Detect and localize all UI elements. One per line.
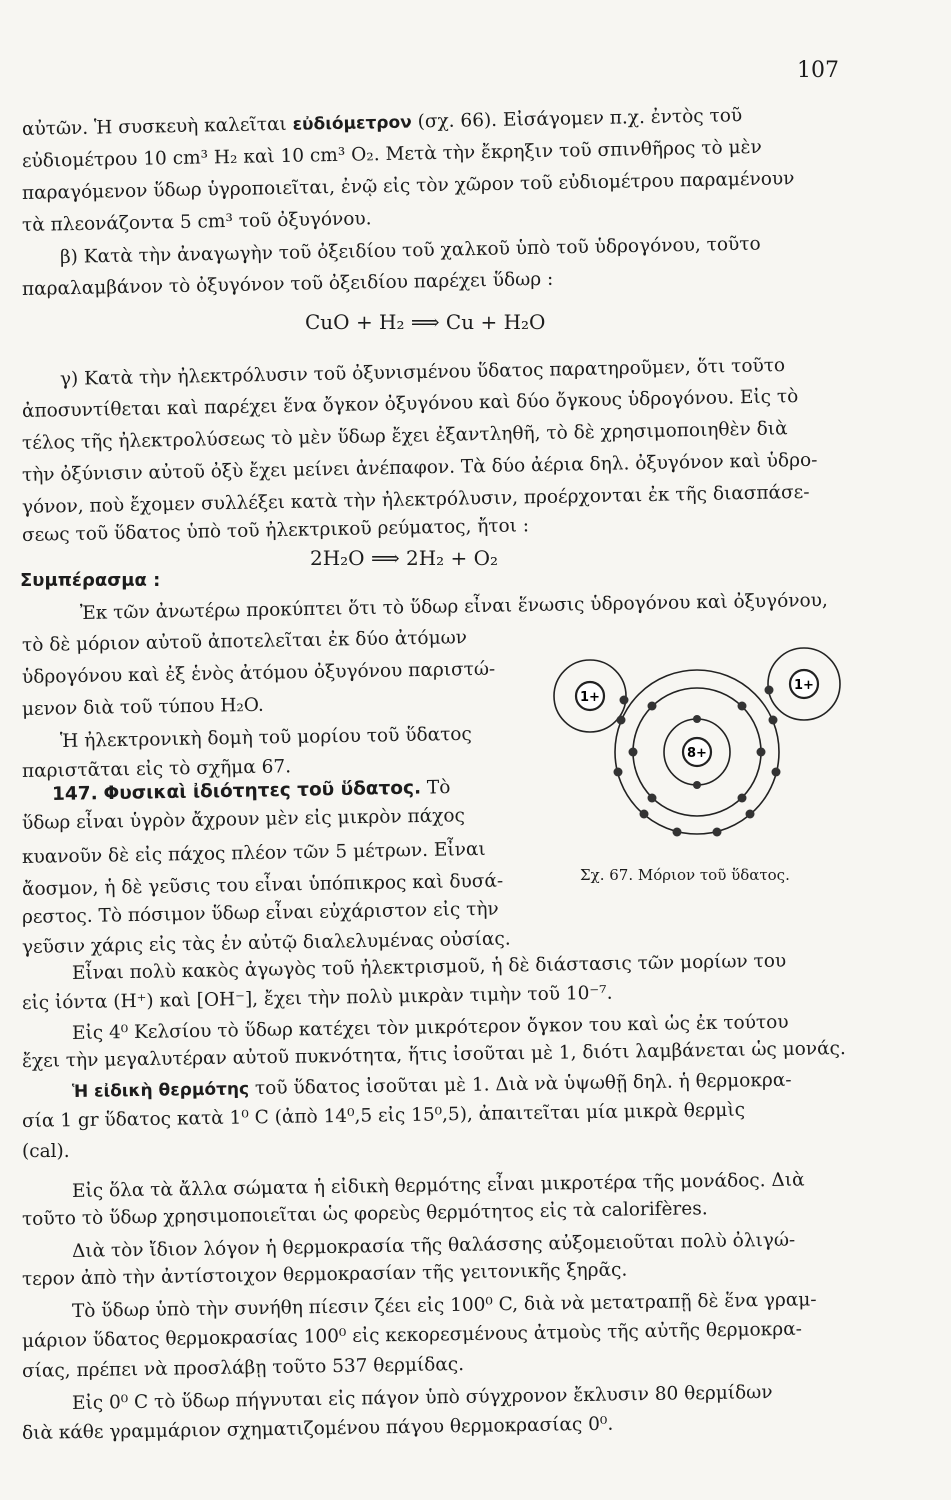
electron	[614, 768, 623, 777]
electron	[757, 748, 766, 757]
water-molecule-figure	[552, 638, 852, 858]
text-line: τερον ἀπὸ τὴν ἀντίστοιχον θερμοκρασίαν τῆς γειτονικῆς ξηρᾶς.	[21, 1259, 628, 1290]
text-line: αὐτῶν. Ἡ συσκευὴ καλεῖται εὐδιόμετρον (σχ. 66). Εἰσάγομεν π.χ. ἐντὸς τοῦ	[21, 105, 743, 140]
electron	[772, 768, 781, 777]
text-line: σίας, πρέπει νὰ προσλάβῃ τοῦτο 537 θερμίδας.	[21, 1354, 465, 1382]
oxygen-atom	[614, 670, 781, 837]
text-line: διὰ κάθε γραμμάριον σχηματιζομένου πάγου θερμοκρασίας 0⁰.	[21, 1413, 614, 1444]
text-line: Ἡ εἰδικὴ θερμότης τοῦ ὕδατος ἰσοῦται μὲ 1. Διὰ νὰ ὑψωθῇ δηλ. ἡ θερμοκρα-	[71, 1069, 792, 1102]
electron	[640, 810, 649, 819]
text-line: γόνον, ποὺ ἔχομεν συλλέξει κατὰ τὴν ἠλεκτρόλυσιν, προέρχονται ἐκ τῆς διασπάσε-	[21, 481, 810, 518]
electron	[693, 781, 701, 789]
equation-electrolysis: 2H₂O ⟹ 2H₂ + O₂	[310, 546, 499, 570]
electron	[713, 828, 722, 837]
text-line: εἰς ἰόντα (H⁺) καὶ [OH⁻], ἔχει τὴν πολὺ μικρὰν τιμὴν τοῦ 10⁻⁷.	[21, 982, 613, 1014]
term-specific-heat: Ἡ εἰδικὴ θερμότης	[71, 1079, 250, 1102]
page-number: 107	[797, 58, 839, 83]
text-line: μάριον ὕδατος θερμοκρασίας 100⁰ εἰς κεκορεσμένους ἀτμοὺς τῆς αὐτῆς θερμοκρα-	[21, 1318, 803, 1352]
text-line: β) Κατὰ τὴν ἀναγωγὴν τοῦ ὀξειδίου τοῦ χαλκοῦ ὑπὸ τοῦ ὑδρογόνου, τοῦτο	[59, 233, 761, 268]
text-line: ἔχει τὴν μεγαλυτέραν αὐτοῦ πυκνότητα, ἥτις ἰσοῦται μὲ 1, διότι λαμβάνεται ὡς μονάς.	[21, 1038, 846, 1072]
electron	[746, 810, 755, 819]
equation-reduction: CuO + H₂ ⟹ Cu + H₂O	[305, 310, 546, 334]
arrow-icon: ⟹	[410, 310, 440, 334]
text-line: γ) Κατὰ τὴν ἠλεκτρόλυσιν τοῦ ὀξυνισμένου ὕδατος παρατηροῦμεν, ὅτι τοῦτο	[59, 355, 786, 390]
text-line: Εἰς 4⁰ Κελσίου τὸ ὕδωρ κατέχει τὸν μικρότερον ὄγκον του καὶ ὡς ἐκ τούτου	[71, 1011, 789, 1044]
section-number: 147.	[51, 783, 98, 805]
electron	[673, 828, 682, 837]
text-line: εὐδιομέτρου 10 cm³ H₂ καὶ 10 cm³ O₂. Μετὰ τὴν ἔκρηξιν τοῦ σπινθῆρος τὸ μὲν	[21, 136, 762, 172]
text-line: τέλος τῆς ἠλεκτρολύσεως τὸ μὲν ὕδωρ ἔχει ἐξαντληθῆ, τὸ δὲ χρησιμοποιηθὲν διὰ	[21, 418, 788, 454]
text-line: Διὰ τὸν ἴδιον λόγον ἡ θερμοκρασία τῆς θαλάσσης αὐξομειοῦται πολὺ ὀλιγώ-	[71, 1229, 796, 1262]
term-eudiometer: εὐδιόμετρον	[292, 112, 412, 135]
electron	[738, 702, 747, 711]
text-line: ὑδρογόνου καὶ ἐξ ἑνὸς ἀτόμου ὀξυγόνου παριστώ-	[21, 658, 496, 688]
text-line: ἀποσυντίθεται καὶ παρέχει ἕνα ὄγκον ὀξυγόνου καὶ δύο ὄγκους ὑδρογόνου. Εἰς τὸ	[21, 386, 799, 422]
text-line: γεῦσιν χάρις εἰς τὰς ἐν αὐτῷ διαλελυμένας οὐσίας.	[21, 928, 511, 958]
figure-caption: Σχ. 67. Μόριον τοῦ ὕδατος.	[580, 866, 790, 884]
electron	[769, 716, 778, 725]
text-line: παριστᾶται εἰς τὸ σχῆμα 67.	[21, 756, 292, 782]
electron	[620, 696, 629, 705]
section-heading: 147. Φυσικαὶ ἰδιότητες τοῦ ὕδατος. Τὸ	[51, 777, 451, 805]
electron	[648, 702, 657, 711]
text-line: (cal).	[22, 1141, 70, 1162]
text-line: παραλαμβάνον τὸ ὀξυγόνον τοῦ ὀξειδίου παρέχει ὕδωρ :	[21, 268, 554, 300]
text-line: τὰ πλεονάζοντα 5 cm³ τοῦ ὀξυγόνου.	[21, 208, 372, 236]
text-line: σεως τοῦ ὕδατος ὑπὸ τοῦ ἠλεκτρικοῦ ρεύματος, ἤτοι :	[21, 515, 530, 546]
electron	[765, 686, 774, 695]
text-line: τὸ δὲ μόριον αὐτοῦ ἀποτελεῖται ἐκ δύο ἀτόμων	[21, 627, 468, 656]
hydrogen-label: 1+	[794, 678, 814, 693]
text-line: ἄοσμον, ἡ δὲ γεῦσις του εἶναι ὑπόπικρος καὶ δυσά-	[21, 870, 504, 900]
arrow-icon: ⟹	[370, 546, 400, 570]
text-line: Εἰς 0⁰ C τὸ ὕδωρ πήγνυται εἰς πάγον ὑπὸ σύγχρονον ἔκλυσιν 80 θερμίδων	[71, 1381, 773, 1414]
text-line: κυανοῦν δὲ εἰς πάχος πλέον τῶν 5 μέτρων. Εἶναι	[21, 838, 486, 868]
electron	[693, 715, 701, 723]
electron	[738, 794, 747, 803]
text-line: μενον διὰ τοῦ τύπου H₂O.	[21, 694, 264, 720]
conclusion-heading: Συμπέρασμα :	[20, 570, 161, 591]
hydrogen-atom-right	[765, 648, 841, 720]
text-line: Εἶναι πολὺ κακὸς ἀγωγὸς τοῦ ἠλεκτρισμοῦ, ἡ δὲ διάστασις τῶν μορίων του	[71, 950, 787, 984]
electron	[617, 716, 626, 725]
text-line: τὴν ὀξύνισιν αὐτοῦ ὀξὺ ἔχει μείνει ἀνέπαφον. Τὰ δύο ἀέρια δηλ. ὀξυγόνον καὶ ὑδρο-	[21, 449, 818, 486]
text-line: Ἡ ἠλεκτρονικὴ δομὴ τοῦ μορίου τοῦ ὕδατος	[59, 723, 473, 752]
text-line: τοῦτο τὸ ὕδωρ χρησιμοποιεῖται ὡς φορεὺς θερμότητος εἰς τὰ calorifères.	[21, 1198, 708, 1230]
hydrogen-label: 1+	[580, 690, 600, 705]
text-line: Τὸ ὕδωρ ὑπὸ τὴν συνήθη πίεσιν ζέει εἰς 100⁰ C, διὰ νὰ μετατραπῇ δὲ ἕνα γραμ-	[71, 1289, 817, 1322]
oxygen-label: 8+	[687, 746, 707, 761]
text-line: ὕδωρ εἶναι ὑγρὸν ἄχρουν μὲν εἰς μικρὸν πάχος	[21, 805, 466, 834]
section-title: Φυσικαὶ ἰδιότητες τοῦ ὕδατος.	[103, 777, 422, 805]
text-line: Εἰς ὅλα τὰ ἄλλα σώματα ἡ εἰδικὴ θερμότης εἶναι μικροτέρα τῆς μονάδος. Διὰ	[71, 1169, 805, 1202]
text-line: ρεστος. Τὸ πόσιμον ὕδωρ εἶναι εὐχάριστον εἰς τὴν	[21, 898, 499, 928]
text-line: Ἐκ τῶν ἀνωτέρω προκύπτει ὅτι τὸ ὕδωρ εἶναι ἕνωσις ὑδρογόνου καὶ ὀξυγόνου,	[79, 589, 828, 624]
text-line: σία 1 gr ὕδατος κατὰ 1⁰ C (ἀπὸ 14⁰,5 εἰς 15⁰,5), ἀπαιτεῖται μία μικρὰ θερμὶς	[21, 1099, 746, 1132]
electron	[648, 794, 657, 803]
electron	[629, 748, 638, 757]
text-line: παραγόμενον ὕδωρ ὑγροποιεῖται, ἐνῷ εἰς τὸν χῶρον τοῦ εὐδιομέτρου παραμένουν	[21, 168, 795, 204]
